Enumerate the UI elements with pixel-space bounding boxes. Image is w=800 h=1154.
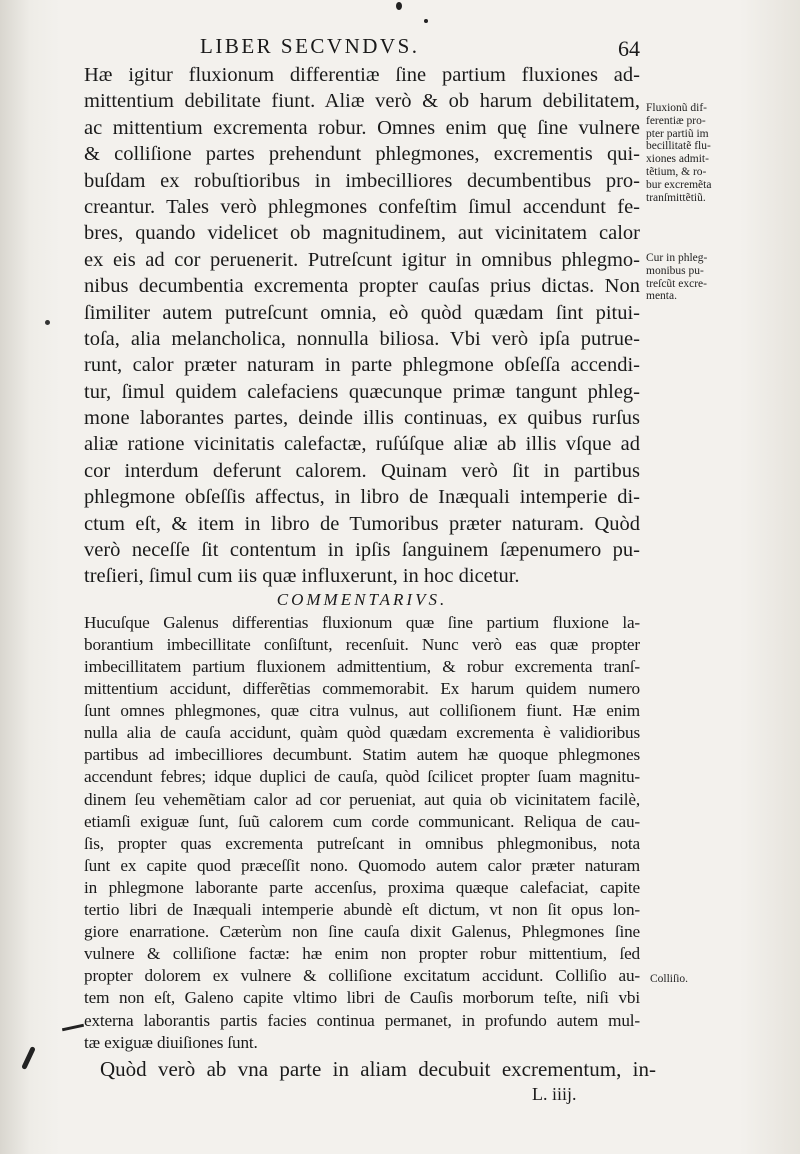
text-line: treſieri, ſimul cum iis quæ influxerunt, in hoc dicetur.	[84, 565, 520, 588]
text-line: & colliſione partes prehendunt phlegmones, excrementis qui-	[84, 143, 640, 166]
commentary-line: partibus ad imbecilliores decumbunt. Statim autem hæ quoque phlegmones	[84, 745, 640, 765]
commentary-line: ſunt omnes phlegmones, quæ citra vulnus, aut colliſionem fiunt. Hæ enim	[84, 701, 640, 721]
margin-note-line: Cur in phleg-	[646, 252, 708, 264]
margin-note-line: menta.	[646, 290, 677, 303]
margin-note-line: treſcũt excre-	[646, 277, 707, 290]
text-line: cor interdum deferunt calorem. Quinam verò ſit in partibus	[84, 459, 640, 482]
signature-mark: L. iiij.	[532, 1084, 577, 1104]
commentary-line: giore enarratione. Cæterùm non ſine cauſa dixit Galenus, Phlegmones ſine	[84, 922, 640, 942]
commentary-line: Hucuſque Galenus differentias fluxionum quæ ſine partium fluxione la-	[84, 612, 640, 632]
ink-dot-top	[396, 2, 402, 10]
margin-note-line: ferentiæ pro-	[646, 114, 706, 127]
text-line: aliæ ratione vicinitatis calefactæ, ruſúſque aliæ ab illis vſque ad	[84, 433, 640, 456]
margin-note-line: monibus pu-	[646, 264, 704, 277]
commentary-line: mittentium accidunt, differẽtias commemorabit. Ex harum quidem numero	[84, 679, 640, 699]
text-line: ſimiliter autem putreſcunt omnia, eò quòd quædam ſint pitui-	[84, 301, 640, 324]
commentary-line: in phlegmone laborante parte accenſus, proxima quæque calefaciat, capite	[84, 877, 640, 897]
text-line: ex eis ad cor peruenerit. Putreſcunt igitur in omnibus phlegmo-	[84, 248, 640, 271]
commentary-line: tæ exiguæ diuiſiones ſunt.	[84, 1032, 258, 1052]
text-line: tur, ſimul quidem calefaciens quæcunque primæ tangunt phleg-	[84, 380, 640, 403]
text-line: buſdam ex robuſtioribus in imbecilliores decumbentibus pro-	[84, 169, 640, 192]
margin-note-line: becillitatẽ flu-	[646, 140, 711, 153]
ink-dot-small	[424, 19, 428, 23]
commentary-line: ſis, propter quas excrementa putreſcant in omnibus phlegmonibus, nota	[84, 833, 640, 853]
text-line: mone laborantes partes, deinde illis continuas, ex quibus rurſus	[84, 407, 640, 430]
margin-note-line: tẽtium, & ro-	[646, 165, 707, 178]
commentary-heading: COMMENTARIVS.	[276, 589, 448, 609]
ink-pen-stroke	[21, 1046, 36, 1070]
commentary-line: nulla alia de cauſa accidunt, quàm quòd quædam excrementa è validioribus	[84, 723, 640, 743]
text-line: nibus decumbentia excrementa propter cauſas prius dictas. Non	[84, 275, 640, 298]
margin-note-line: pter partiũ im	[646, 127, 709, 140]
text-line: bres, quando videlicet ob magnitudinem, aut vicinitatem calor	[84, 222, 640, 245]
commentary-line: borantium imbecillitate conſiſtunt, recenſuit. Nunc verò eas quæ propter	[84, 634, 640, 654]
continuation-line: Quòd verò ab vna parte in aliam decubuit excrementum, in-	[100, 1057, 656, 1081]
text-line: runt, calor præter naturam in parte phlegmone obſeſſa accendi-	[84, 354, 640, 377]
text-line: toſa, alia melancholica, nonnulla biliosa. Vbi verò ipſa putrue-	[84, 327, 640, 350]
commentary-line: tem non eſt, Galeno capite vltimo libri de Cauſis morborum teſte, niſi vbi	[84, 988, 640, 1008]
text-line: ctum eſt, & item in libro de Tumoribus præter naturam. Quòd	[84, 512, 640, 535]
page-number: 64	[618, 36, 640, 61]
main-text	[84, 62, 640, 1054]
text-line: creantur. Tales verò phlegmones confeſtim ſimul accendunt fe-	[84, 195, 640, 218]
main-text-lines	[84, 62, 640, 590]
margin-note-line: tranſmittẽtiũ.	[646, 191, 706, 204]
commentary-line: vulnere & colliſione factæ: hæ enim non propter robur mittentium, ſed	[84, 944, 640, 964]
commentary-line: ſunt ex capite quod præceſſit nono. Quomodo autem calor præter naturam	[84, 855, 640, 875]
margin-note-fluxionum	[646, 102, 711, 204]
margin-note-phlegmonibus	[646, 252, 707, 303]
commentary-line: dinem ſeu vehemẽtiam calor ad cor perueniat, aut quia ob vicinitatem facilè,	[84, 789, 640, 809]
commentary-line: propter dolorem ex vulnere & colliſione excitatum accidunt. Colliſio au-	[84, 966, 640, 986]
text-line: Hæ igitur fluxionum differentiæ ſine partium fluxiones ad-	[84, 64, 640, 86]
commentary-line: tertio libri de Inæquali intemperie abundè eſt dictum, vt non ſit opus lon-	[84, 900, 640, 920]
text-line: verò neceſſe ſit contentum in ipſis ſanguinem ſæpenumero pu-	[84, 539, 640, 562]
margin-note-line: bur excremẽta	[646, 178, 712, 191]
margin-note-line: Fluxionũ dif-	[646, 102, 708, 114]
commentary-line: etiamſi exiguæ ſunt, ſuũ calorem cum corde communicant. Reliqua de cau-	[84, 811, 640, 831]
running-title: LIBER SECVNDVS.	[200, 34, 420, 58]
ink-dash-mark	[62, 1024, 84, 1032]
margin-note-collisio	[650, 973, 688, 986]
text-line: phlegmone obſeſſis affectus, in libro de Inæquali intemperie di-	[84, 486, 640, 509]
text-line: ac mittentium excrementa robur. Omnes enim quę ſine vulnere	[84, 116, 640, 139]
text-line: mittentium debilitate fiunt. Aliæ verò & ob harum debilitatem,	[84, 90, 640, 113]
commentary-line: externa laborantis partis facies continua permanet, in profundo autem mul-	[84, 1010, 640, 1030]
commentary-line: accendunt febres; idque duplici de cauſa, quòd ſcilicet propter ſuam magnitu-	[84, 767, 640, 787]
margin-note-line: xiones admit-	[646, 153, 709, 166]
ink-bullet-mark	[45, 320, 50, 325]
margin-note-line: Colliſio.	[650, 973, 689, 985]
commentary-line: imbecillitatem partium fluxionem admittentium, & robur excrementa tranſ-	[84, 657, 640, 676]
page-header	[200, 34, 640, 64]
commentary-text	[84, 612, 640, 1054]
